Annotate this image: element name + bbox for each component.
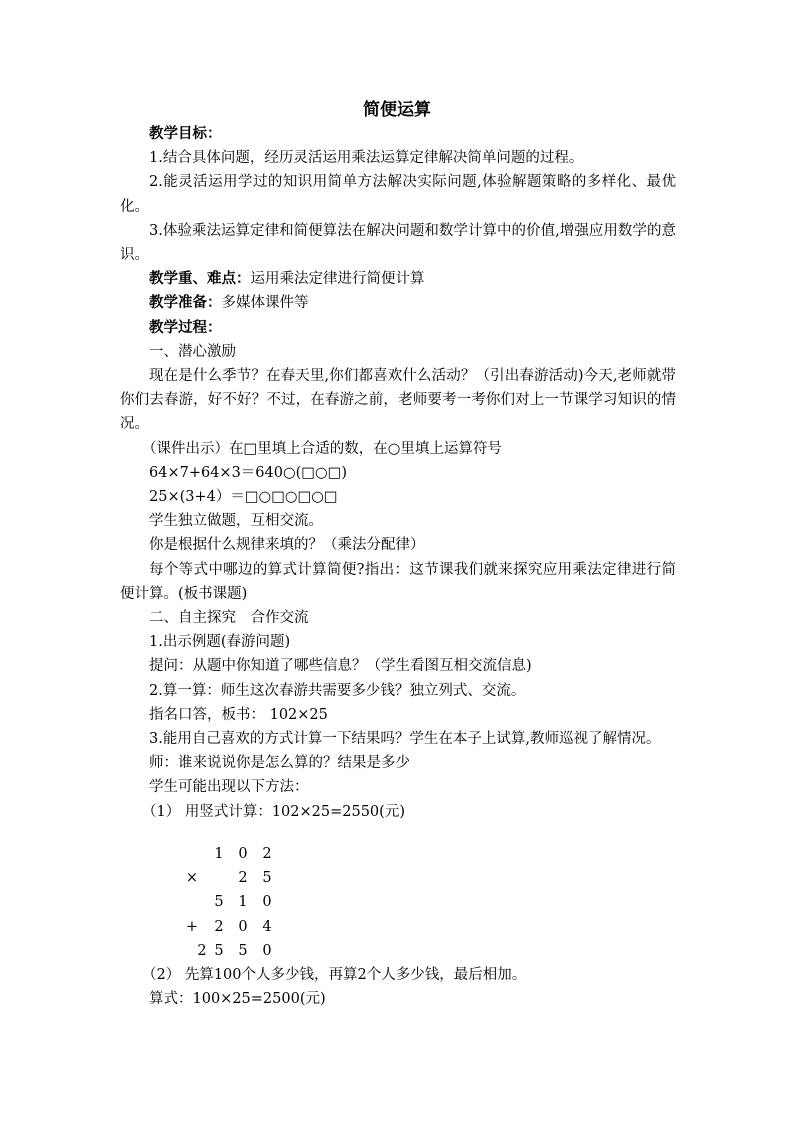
section1-line: 你是根据什么规律来填的？（乘法分配律） xyxy=(149,537,425,554)
section1-line: 学生独立做题，互相交流。 xyxy=(149,513,323,530)
calc-cell: 2 xyxy=(262,846,272,862)
process-heading: 教学过程： xyxy=(149,318,222,336)
calc-cell: 5 xyxy=(262,870,272,887)
section2-line: 2.算一算：师生这次春游共需要多少钱？独立列式、交流。 xyxy=(149,682,526,699)
prep-label: 教学准备： xyxy=(149,294,222,312)
calc-row xyxy=(185,866,305,890)
section1-heading: 一、潜心激励 xyxy=(149,343,236,360)
section1-line: 每个等式中哪边的算式计算简便?指出：这节课我们就来探究应用乘法定律进行简便计算。(板书课题) xyxy=(120,561,676,602)
prep-text: 多媒体课件等 xyxy=(221,295,309,312)
focus-label: 教学重、难点： xyxy=(149,270,251,288)
section2-heading: 二、自主探究 合作交流 xyxy=(149,610,309,627)
goal-item: 2.能灵活运用学过的知识用简单方法解决实际问题,体验解题策略的多样化、最优化。 xyxy=(120,174,676,215)
vertical-calculation xyxy=(185,842,305,963)
calc-cell: 4 xyxy=(262,918,272,935)
method2-block xyxy=(120,963,676,1011)
method2-line: 算式：100×25=2500(元) xyxy=(149,991,326,1008)
calc-cell: 0 xyxy=(262,942,272,959)
calc-cell: + xyxy=(185,918,199,935)
section1-line: 25×(3+4）＝□○□○□○□ xyxy=(149,489,338,506)
section2-line: 1.出示例题(春游问题) xyxy=(149,634,291,651)
lesson-body xyxy=(120,122,676,824)
section1-line: （课件出示）在□里填上合适的数，在○里填上运算符号 xyxy=(142,440,502,457)
calc-cell: 5 xyxy=(214,894,224,911)
calc-cell: 0 xyxy=(238,846,248,862)
goal-item: 1.结合具体问题，经历灵活运用乘法运算定律解决简单问题的过程。 xyxy=(149,150,584,167)
calc-cell: 0 xyxy=(262,894,272,911)
section1-line: 64×7+64×3＝640○(□○□) xyxy=(149,464,347,481)
section1-line: 现在是什么季节？在春天里,你们都喜欢什么活动？（引出春游活动)今天,老师就带你们去春游，好不好？不过，在春游之前，老师要考一考你们对上一节课学习知识的情况。 xyxy=(120,368,676,433)
calc-row xyxy=(185,890,305,914)
goals-heading: 教学目标： xyxy=(149,125,222,142)
section2-line: 学生可能出现以下方法： xyxy=(149,779,309,796)
calc-cell: 2 xyxy=(214,918,224,935)
calc-cell: 0 xyxy=(238,918,248,935)
section2-line: 师：谁来说说你是怎么算的？结果是多少 xyxy=(149,755,410,772)
calc-row xyxy=(185,939,305,963)
section2-line: 提问：从题中你知道了哪些信息？（学生看图互相交流信息) xyxy=(149,658,532,675)
goal-item: 3.体验乘法运算定律和简便算法在解决问题和数学计算中的价值,增强应用数学的意识。 xyxy=(120,222,676,264)
calc-row xyxy=(185,915,305,939)
calc-cell: 2 xyxy=(197,942,207,959)
prep-line xyxy=(120,291,676,315)
calc-cell: × xyxy=(185,870,199,887)
focus-text: 运用乘法定律进行简便计算 xyxy=(250,271,425,288)
focus-line xyxy=(120,267,676,291)
section2-line: 指名口答，板书： 102×25 xyxy=(149,706,328,723)
calc-cell: 2 xyxy=(238,870,248,887)
calc-cell: 5 xyxy=(238,942,248,959)
page-title: 简便运算 xyxy=(363,100,431,120)
calc-cell: 1 xyxy=(238,894,248,911)
method2-line: （2） 先算100个人多少钱，再算2个人多少钱，最后相加。 xyxy=(142,967,527,983)
calc-cell: 5 xyxy=(214,942,224,959)
section2-line: （1） 用竖式计算：102×25=2550(元) xyxy=(142,803,405,820)
section2-line: 3.能用自己喜欢的方式计算一下结果吗？学生在本子上试算,教师巡视了解情况。 xyxy=(149,731,661,748)
calc-row xyxy=(185,842,305,866)
calc-cell: 1 xyxy=(214,846,224,862)
